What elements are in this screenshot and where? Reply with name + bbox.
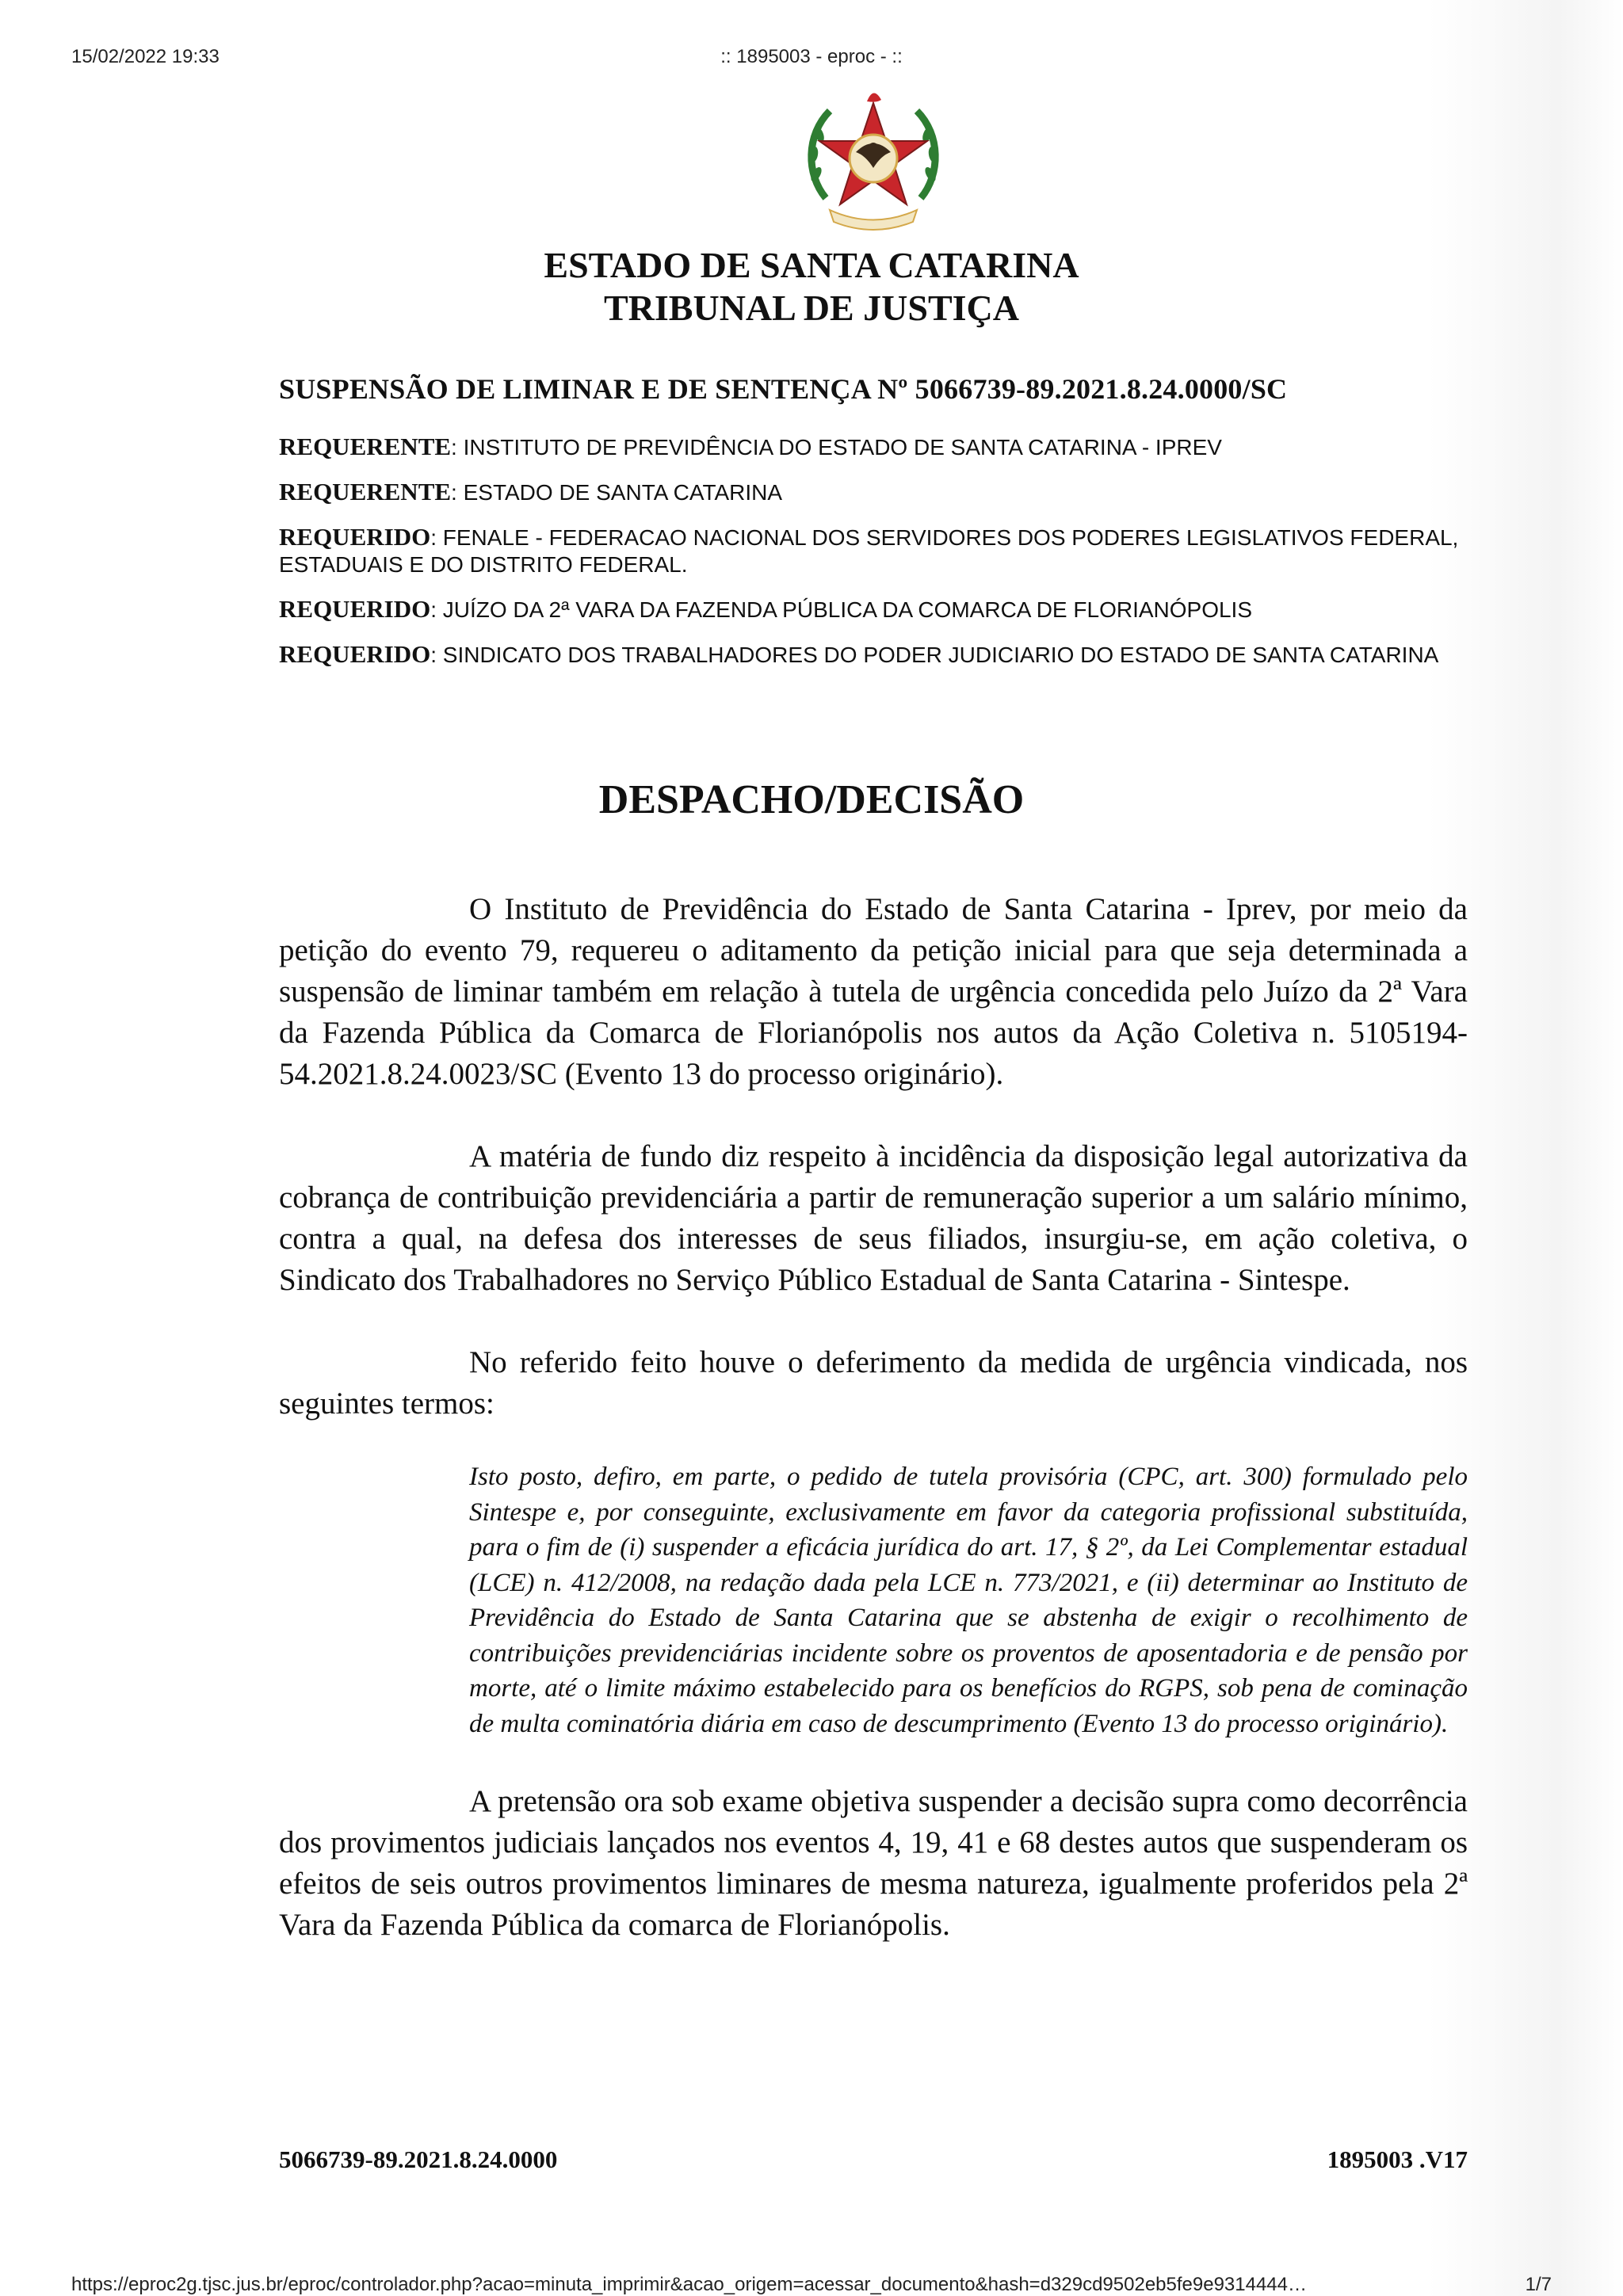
footer-case-number: 5066739-89.2021.8.24.0000 (279, 2145, 558, 2173)
party-name: SINDICATO DOS TRABALHADORES DO PODER JUDICIARIO DO ESTADO DE SANTA CATARINA (442, 643, 1439, 667)
party-role: REQUERIDO (279, 595, 431, 623)
body-paragraph-1: O Instituto de Previdência do Estado de Santa Catarina - Iprev, por meio da petição do evento 79, requereu o aditamento da petição inicial para que seja determinada a suspensão de liminar também em relação à tutela de urgência concedida pelo Juízo da 2ª Vara da Fazenda Pública da Comarca de Florianópolis nos autos da Ação Coletiva n. 5105194-54.2021.8.24.0023/SC (Evento 13 do processo originário). (279, 892, 1468, 1091)
party-role: REQUERENTE (279, 478, 452, 505)
body-paragraph-2: A matéria de fundo diz respeito à incidência da disposição legal autorizativa da cobrança de contribuição previdenciária a partir de remuneração superior a um salário mínimo, contra a qual, na defesa dos interesses de seus filiados, insurgiu-se, em ação coletiva, o Sindicato dos Trabalhadores no Serviço Público Estadual de Santa Catarina - Sintespe. (279, 1139, 1468, 1297)
party-name: JUÍZO DA 2ª VARA DA FAZENDA PÚBLICA DA COMARCA DE FLORIANÓPOLIS (442, 597, 1252, 622)
case-title: SUSPENSÃO DE LIMINAR E DE SENTENÇA Nº 5066739-89.2021.8.24.0000/SC (279, 373, 1288, 405)
party-role: REQUERIDO (279, 640, 431, 668)
party-item: REQUERIDO: JUÍZO DA 2ª VARA DA FAZENDA PÚBLICA DA COMARCA DE FLORIANÓPOLIS (279, 595, 1252, 623)
decision-title: DESPACHO/DECISÃO (598, 777, 1025, 822)
party-name: INSTITUTO DE PREVIDÊNCIA DO ESTADO DE SANTA CATARINA - IPREV (463, 435, 1222, 460)
party-item: REQUERIDO: FENALE - FEDERACAO NACIONAL DOS SERVIDORES DOS PODERES LEGISLATIVOS FEDERAL, ESTADUAIS E DO DISTRITO FEDERAL. (279, 523, 1459, 577)
print-page-count: 1/7 (1525, 2274, 1552, 2295)
block-quote: Isto posto, defiro, em parte, o pedido de tutela provisória (CPC, art. 300) formulado pelo Sintespe e, por conseguinte, exclusivamente em favor da categoria profissional substituída, para o fim de (i) suspender a eficácia jurídica do art. 17, § 2º, da Lei Complementar estadual (LCE) n. 412/2008, na redação dada pela LCE n. 773/2021, e (ii) determinar ao Instituto de Previdência do Estado de Santa Catarina que se abstenha de exigir o recolhimento de contribuições previdenciárias incidente sobre os proventos de aposentadoria e de pensão por morte, até o limite máximo estabelecido para os benefícios do RGPS, sob pena de cominação de multa cominatória diária em caso de descumprimento (Evento 13 do processo originário). (469, 1463, 1468, 1738)
party-item: REQUERENTE: ESTADO DE SANTA CATARINA (279, 478, 783, 505)
party-role: REQUERENTE (279, 433, 452, 460)
print-url: https://eproc2g.tjsc.jus.br/eproc/controlador.php?acao=minuta_imprimir&acao_origem=acessar_documento&hash=d329cd9502eb5fe9e9314444… (71, 2274, 1308, 2295)
court-heading: TRIBUNAL DE JUSTIÇA (603, 288, 1019, 328)
state-heading: ESTADO DE SANTA CATARINA (544, 245, 1079, 285)
party-item: REQUERIDO: SINDICATO DOS TRABALHADORES DO PODER JUDICIARIO DO ESTADO DE SANTA CATARINA (279, 640, 1439, 668)
santa-catarina-coat-of-arms-icon (794, 79, 953, 238)
body-paragraph-3: No referido feito houve o deferimento da medida de urgência vindicada, nos seguintes termos: (279, 1345, 1468, 1421)
party-name: ESTADO DE SANTA CATARINA (463, 480, 783, 505)
party-role: REQUERIDO (279, 523, 431, 551)
print-page-title: :: 1895003 - eproc - :: (720, 46, 903, 67)
body-paragraph-4: A pretensão ora sob exame objetiva suspender a decisão supra como decorrência dos provimentos judiciais lançados nos eventos 4, 19, 41 e 68 destes autos que suspenderam os efeitos de seis outros provimentos liminares de mesma natureza, igualmente proferidos pela 2ª Vara da Fazenda Pública da comarca de Florianópolis. (279, 1784, 1468, 1942)
parties-list (279, 433, 1468, 686)
party-name: FENALE - FEDERACAO NACIONAL DOS SERVIDORES DOS PODERES LEGISLATIVOS FEDERAL, ESTADUAIS E DO DISTRITO FEDERAL. (279, 525, 1459, 577)
party-item: REQUERENTE: INSTITUTO DE PREVIDÊNCIA DO ESTADO DE SANTA CATARINA - IPREV (279, 433, 1222, 460)
footer-doc-version: 1895003 .V17 (1327, 2145, 1468, 2173)
print-datetime: 15/02/2022 19:33 (71, 46, 220, 67)
decision-body (279, 889, 1468, 1987)
